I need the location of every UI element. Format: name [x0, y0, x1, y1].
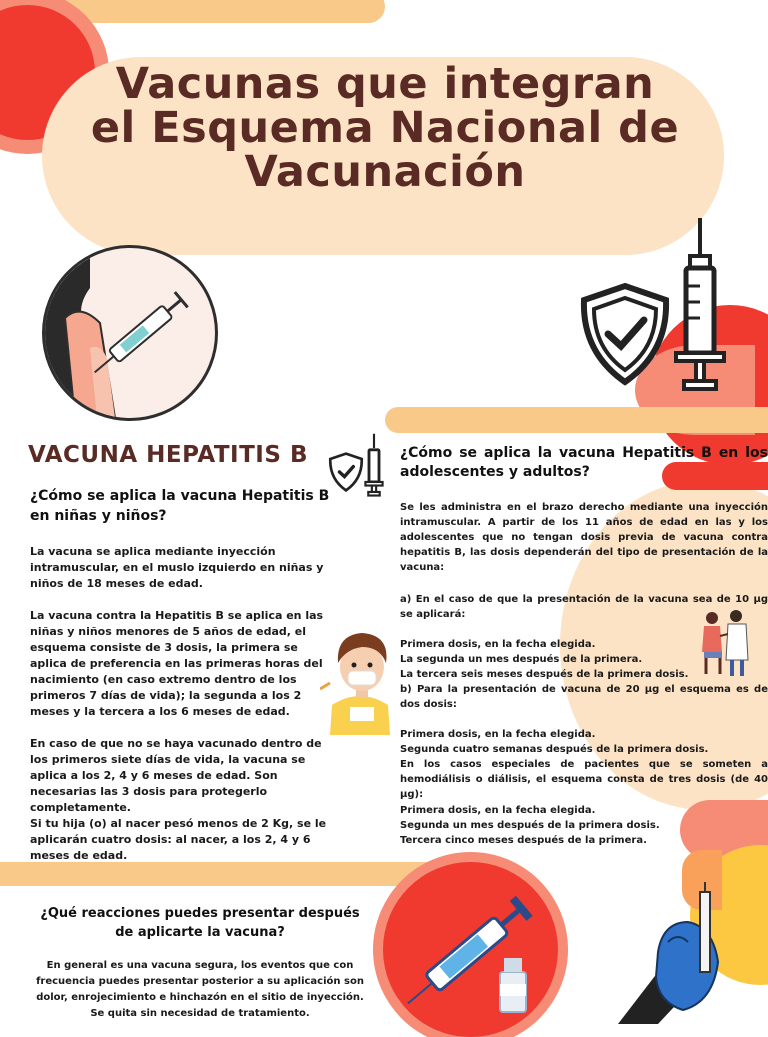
list-item: La segunda un mes después de la primera.	[400, 654, 643, 665]
decor-right-bar	[385, 407, 768, 433]
adults-special: En los casos especiales de pacientes que se someten a hemodiálisis o diálisis, el esquema consta de tres dosis (de 40 µg):	[400, 759, 768, 800]
list-item: Primera dosis, en la fecha elegida.	[400, 639, 596, 650]
child-mask-illustration	[320, 625, 400, 735]
adults-question: ¿Cómo se aplica la vacuna Hepatitis B en los adolescentes y adultos?	[400, 445, 768, 480]
adults-case-a-list	[400, 637, 700, 682]
doctor-patient-illustration	[698, 608, 754, 678]
gloved-hand-syringe-illustration	[618, 882, 728, 1024]
kids-question: ¿Cómo se aplica la vacuna Hepatitis B en niñas y niños?	[30, 488, 330, 524]
adults-case-b: b) Para la presentación de vacuna de 20 µg el esquema es de dos dosis:	[400, 684, 768, 710]
adults-case-b-list	[400, 727, 768, 757]
list-item: La tercera seis meses después de la primera dosis.	[400, 669, 689, 680]
section-heading: VACUNA HEPATITIS B	[28, 442, 308, 468]
list-item: Primera dosis, en la fecha elegida.	[400, 729, 596, 740]
reactions-question: ¿Qué reacciones puedes presentar después de aplicarte la vacuna?	[40, 906, 360, 940]
kids-paragraph-2: La vacuna contra la Hepatitis B se aplica en las niñas y niños menores de 5 años de edad, el esquema consiste de 3 dosis, la primera se aplica de preferencia en las primeras horas del nacimiento (en caso extremo dentro de los primeros 7 días de vida); la segunda a los 2 meses y la tercera a los 6 meses de edad.	[30, 609, 324, 718]
kids-paragraph-1: La vacuna se aplica mediante inyección intramuscular, en el muslo izquierdo en niñas y niños de 18 meses de edad.	[30, 545, 324, 590]
syringe-vial-illustration	[400, 880, 550, 1020]
shield-check-icon	[578, 282, 672, 386]
syringe-small-icon	[364, 432, 384, 498]
nurse-injection-illustration	[42, 245, 218, 421]
reactions-text: En general es una vacuna segura, los eventos que con frecuencia puedes presentar posterior a su aplicación son dolor, enrojecimiento e hinchazón en el sitio de inyección. Se quita sin necesidad de tratamiento.	[36, 960, 364, 1019]
adults-intro: Se les administra en el brazo derecho mediante una inyección intramuscular. A partir de los 11 años de edad en las y los adolescentes que no tengan dosis previa de vacuna contra hepatitis B, las dosis dependerán del tipo de presentación de la vacuna:	[400, 502, 768, 573]
list-item: Tercera cinco meses después de la primera.	[400, 835, 647, 846]
page-title: Vacunas que integran el Esquema Nacional de Vacunación	[90, 59, 680, 197]
list-item: Primera dosis, en la fecha elegida.	[400, 805, 596, 816]
list-item: Segunda cuatro semanas después de la primera dosis.	[400, 744, 709, 755]
syringe-icon	[672, 218, 728, 393]
adults-case-a: a) En el caso de que la presentación de la vacuna sea de 10 µg se aplicará:	[400, 594, 768, 620]
kids-paragraph-4: Si tu hija (o) al nacer pesó menos de 2 Kg, se le aplicarán cuatro dosis: al nacer, a los 2, 4 y 6 meses de edad.	[30, 817, 327, 862]
kids-paragraph-3: En caso de que no se haya vacunado dentro de los primeros siete días de vida, la vacuna se aplica a los 2, 4 y 6 meses de edad. Son necesarias las 3 dosis para protegerlo completamente.	[30, 737, 322, 814]
adults-special-list	[400, 803, 768, 848]
list-item: Segunda un mes después de la primera dosis.	[400, 820, 660, 831]
